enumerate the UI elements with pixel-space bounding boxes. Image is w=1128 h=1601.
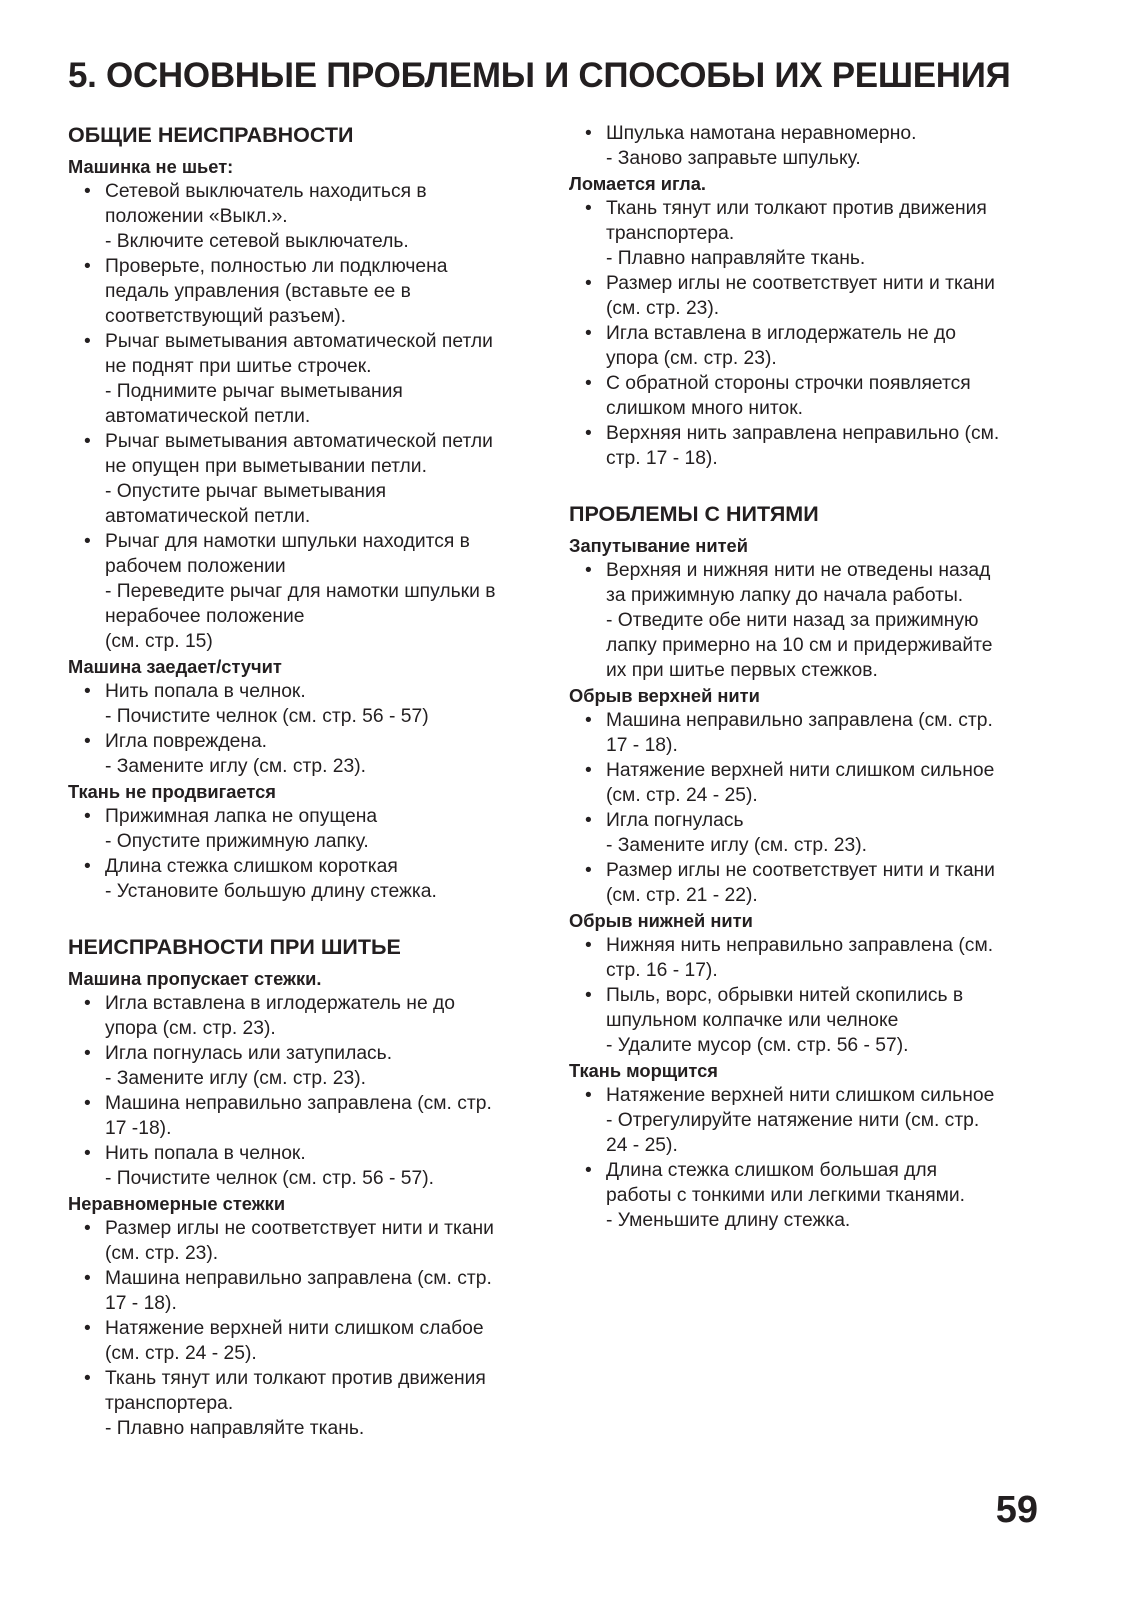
list-item	[569, 196, 1059, 271]
list-item	[569, 371, 1059, 421]
list-item-line: (см. стр. 21 - 22).	[606, 885, 758, 906]
list-item-line: Нижняя нить неправильно заправлена (см.	[606, 935, 994, 956]
list-item	[68, 804, 548, 854]
list-item	[569, 758, 1059, 808]
list-item-line: Нить попала в челнок.	[105, 1143, 306, 1164]
section-heading: ОБЩИЕ НЕИСПРАВНОСТИ	[68, 123, 354, 147]
list-item	[569, 1083, 1059, 1158]
problem-subheading: Неравномерные стежки	[68, 1193, 286, 1214]
list-item-line: лапку примерно на 10 см и придерживайте	[606, 635, 993, 656]
list-item	[569, 858, 1059, 908]
list-item-line: 24 - 25).	[606, 1135, 678, 1156]
list-item-line: - Отведите обе нити назад за прижимную	[606, 610, 979, 631]
bullet-icon: •	[84, 731, 91, 752]
list-item-line: - Плавно направляйте ткань.	[606, 248, 866, 269]
bullet-icon: •	[84, 1218, 91, 1239]
bullet-icon: •	[585, 323, 592, 344]
bullet-icon: •	[84, 1268, 91, 1289]
list-item	[569, 321, 1059, 371]
page-title: 5. ОСНОВНЫЕ ПРОБЛЕМЫ И СПОСОБЫ ИХ РЕШЕНИЯ	[68, 56, 1011, 95]
bullet-icon: •	[585, 810, 592, 831]
problem-subheading: Обрыв верхней нити	[569, 685, 760, 706]
list-item-line: (см. стр. 15)	[105, 631, 213, 652]
list-item-line: слишком много ниток.	[606, 398, 803, 419]
list-item-line: - Плавно направляйте ткань.	[105, 1418, 365, 1439]
bullet-icon: •	[84, 1318, 91, 1339]
list-item-line: автоматической петли.	[105, 406, 311, 427]
bullet-icon: •	[585, 760, 592, 781]
list-item-line: за прижимную лапку до начала работы.	[606, 585, 964, 606]
bullet-icon: •	[84, 681, 91, 702]
list-item-line: педаль управления (вставьте ее в	[105, 281, 411, 302]
list-item-line: нерабочее положение	[105, 606, 305, 627]
list-item-line: Машина неправильно заправлена (см. стр.	[105, 1268, 492, 1289]
list-item-line: стр. 17 - 18).	[606, 448, 718, 469]
list-item-line: Размер иглы не соответствует нити и ткани	[606, 273, 995, 294]
bullet-icon: •	[84, 181, 91, 202]
list-item	[569, 1158, 1059, 1233]
list-item-line: упора (см. стр. 23).	[606, 348, 777, 369]
bullet-icon: •	[585, 198, 592, 219]
bullet-icon: •	[84, 431, 91, 452]
list-item-line: (см. стр. 24 - 25).	[606, 785, 758, 806]
list-item-line: Игла вставлена в иглодержатель не до	[606, 323, 956, 344]
list-item-line: Рычаг выметывания автоматической петли	[105, 431, 493, 452]
list-item	[569, 271, 1059, 321]
bullet-icon: •	[84, 1143, 91, 1164]
list-item-line: - Включите сетевой выключатель.	[105, 231, 409, 252]
list-item-line: - Отрегулируйте натяжение нити (см. стр.	[606, 1110, 980, 1131]
bullet-icon: •	[84, 1368, 91, 1389]
list-item-line: С обратной стороны строчки появляется	[606, 373, 971, 394]
list-item-line: - Замените иглу (см. стр. 23).	[105, 1068, 367, 1089]
list-item-line: - Опустите рычаг выметывания	[105, 481, 387, 502]
list-item-line: 17 - 18).	[606, 735, 678, 756]
bullet-icon: •	[84, 531, 91, 552]
page-number: 59	[995, 1489, 1038, 1531]
list-item	[68, 1366, 548, 1441]
list-item-line: не поднят при шитье строчек.	[105, 356, 372, 377]
list-item-line: Сетевой выключатель находиться в	[105, 181, 427, 202]
list-item-line: упора (см. стр. 23).	[105, 1018, 276, 1039]
list-item-line: - Переведите рычаг для намотки шпульки в	[105, 581, 496, 602]
bullet-icon: •	[585, 935, 592, 956]
list-item	[68, 1141, 548, 1191]
list-item-line: Размер иглы не соответствует нити и ткани	[105, 1218, 494, 1239]
list-item-line: (см. стр. 24 - 25).	[105, 1343, 257, 1364]
list-item	[68, 991, 548, 1041]
problem-subheading: Машина пропускает стежки.	[68, 968, 322, 989]
list-item-line: Натяжение верхней нити слишком слабое	[105, 1318, 484, 1339]
list-item	[569, 421, 1059, 471]
problem-subheading: Ломается игла.	[569, 173, 707, 194]
list-item-line: не опущен при выметывании петли.	[105, 456, 427, 477]
bullet-icon: •	[585, 860, 592, 881]
problem-subheading: Обрыв нижней нити	[569, 910, 753, 931]
list-item-line: транспортера.	[606, 223, 735, 244]
list-item	[68, 854, 548, 904]
list-item-line: - Почистите челнок (см. стр. 56 - 57)	[105, 706, 429, 727]
list-item-line: 17 - 18).	[105, 1293, 177, 1314]
bullet-icon: •	[585, 560, 592, 581]
bullet-icon: •	[84, 331, 91, 352]
bullet-icon: •	[84, 256, 91, 277]
list-item	[569, 808, 1059, 858]
list-item-line: Рычаг выметывания автоматической петли	[105, 331, 493, 352]
list-item-line: Верхняя нить заправлена неправильно (см.	[606, 423, 1000, 444]
bullet-icon: •	[585, 423, 592, 444]
list-item-line: - Опустите прижимную лапку.	[105, 831, 369, 852]
list-item-line: Проверьте, полностью ли подключена	[105, 256, 448, 277]
bullet-icon: •	[585, 710, 592, 731]
bullet-icon: •	[84, 806, 91, 827]
list-item-line: Игла повреждена.	[105, 731, 268, 752]
list-item-line: транспортера.	[105, 1393, 234, 1414]
bullet-icon: •	[84, 856, 91, 877]
problem-subheading: Машинка не шьет:	[68, 156, 234, 177]
list-item	[68, 729, 548, 779]
list-item	[68, 1316, 548, 1366]
list-item	[68, 1216, 548, 1266]
list-item-line: Натяжение верхней нити слишком сильное	[606, 760, 995, 781]
bullet-icon: •	[585, 273, 592, 294]
bullet-icon: •	[84, 993, 91, 1014]
list-item-line: Машина неправильно заправлена (см. стр.	[105, 1093, 492, 1114]
list-item	[68, 1041, 548, 1091]
list-item	[68, 679, 548, 729]
list-item-line: автоматической петли.	[105, 506, 311, 527]
list-item-line: положении «Выкл.».	[105, 206, 288, 227]
bullet-icon: •	[585, 123, 592, 144]
list-item-line: Размер иглы не соответствует нити и ткани	[606, 860, 995, 881]
list-item-line: их при шитье первых стежков.	[606, 660, 878, 681]
list-item-line: Длина стежка слишком короткая	[105, 856, 398, 877]
list-item-line: - Удалите мусор (см. стр. 56 - 57).	[606, 1035, 909, 1056]
list-item-line: Игла погнулась	[606, 810, 744, 831]
left-column	[68, 120, 548, 1441]
list-item-line: - Заново заправьте шпульку.	[606, 148, 861, 169]
list-item-line: соответствующий разъем).	[105, 306, 347, 327]
list-item	[569, 933, 1059, 983]
list-item	[569, 708, 1059, 758]
list-item-line: Пыль, ворс, обрывки нитей скопились в	[606, 985, 964, 1006]
list-item-line: Ткань тянут или толкают против движения	[105, 1368, 486, 1389]
list-item-line: 17 -18).	[105, 1118, 172, 1139]
list-item	[68, 329, 548, 429]
list-item-line: Шпулька намотана неравномерно.	[606, 123, 917, 144]
list-item-line: рабочем положении	[105, 556, 286, 577]
problem-subheading: Ткань не продвигается	[68, 781, 276, 802]
bullet-icon: •	[585, 1085, 592, 1106]
list-item-line: - Замените иглу (см. стр. 23).	[606, 835, 868, 856]
list-item-line: Верхняя и нижняя нити не отведены назад	[606, 560, 991, 581]
list-item-line: Длина стежка слишком большая для	[606, 1160, 938, 1181]
bullet-icon: •	[84, 1043, 91, 1064]
list-item	[68, 254, 548, 329]
problem-subheading: Запутывание нитей	[569, 535, 748, 556]
list-item-line: - Замените иглу (см. стр. 23).	[105, 756, 367, 777]
list-item-line: - Поднимите рычаг выметывания	[105, 381, 403, 402]
list-item-line: шпульном колпачке или челноке	[606, 1010, 899, 1031]
list-item-line: стр. 16 - 17).	[606, 960, 718, 981]
bullet-icon: •	[585, 985, 592, 1006]
list-item-line: - Почистите челнок (см. стр. 56 - 57).	[105, 1168, 434, 1189]
bullet-icon: •	[585, 1160, 592, 1181]
list-item-line: Нить попала в челнок.	[105, 681, 306, 702]
list-item	[68, 429, 548, 529]
section-heading: НЕИСПРАВНОСТИ ПРИ ШИТЬЕ	[68, 935, 401, 959]
list-item-line: - Установите большую длину стежка.	[105, 881, 437, 902]
list-item-line: Машина неправильно заправлена (см. стр.	[606, 710, 993, 731]
list-item	[569, 983, 1059, 1058]
list-item-line: (см. стр. 23).	[105, 1243, 219, 1264]
list-item-line: Прижимная лапка не опущена	[105, 806, 378, 827]
problem-subheading: Ткань морщится	[569, 1060, 718, 1081]
bullet-icon: •	[84, 1093, 91, 1114]
list-item-line: (см. стр. 23).	[606, 298, 720, 319]
list-item-line: Ткань тянут или толкают против движения	[606, 198, 987, 219]
list-item-line: Натяжение верхней нити слишком сильное	[606, 1085, 995, 1106]
problem-subheading: Машина заедает/стучит	[68, 656, 282, 677]
list-item	[68, 1266, 548, 1316]
list-item-line: - Уменьшите длину стежка.	[606, 1210, 851, 1231]
list-item-line: работы с тонкими или легкими тканями.	[606, 1185, 966, 1206]
list-item-line: Игла погнулась или затупилась.	[105, 1043, 393, 1064]
bullet-icon: •	[585, 373, 592, 394]
list-item	[68, 179, 548, 254]
list-item	[569, 121, 1059, 171]
list-item	[68, 529, 548, 654]
list-item	[68, 1091, 548, 1141]
list-item-line: Рычаг для намотки шпульки находится в	[105, 531, 470, 552]
list-item-line: Игла вставлена в иглодержатель не до	[105, 993, 455, 1014]
list-item	[569, 558, 1059, 683]
right-column	[569, 121, 1059, 1233]
section-heading: ПРОБЛЕМЫ С НИТЯМИ	[569, 502, 819, 526]
